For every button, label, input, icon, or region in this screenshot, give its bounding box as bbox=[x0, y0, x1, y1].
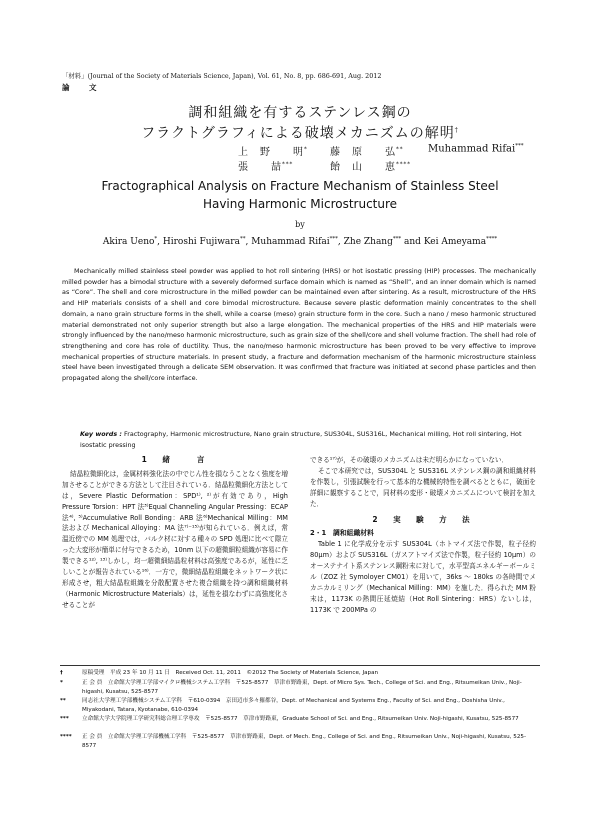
japanese-title-line-2: フラクトグラフィによる破壊メカニズムの解明† bbox=[141, 125, 459, 142]
footnote-author-5: **** 正 会 員 立命館大学理工学部機械工学科 〒525-8577 草津市野路東，Dept. of Mech. Eng., College of Sci. and Eng., Ritsumeikan Univ., Noji-higashi, Kusatsu, 525-8577 bbox=[60, 734, 526, 749]
title-dagger-mark: † bbox=[454, 127, 459, 134]
ja-author-3: Muhammad Rifai*** bbox=[428, 143, 524, 155]
intro-paragraph-2: そこで本研究では，SUS304L と SUS316L ステンレス鋼の調和組織材料を作製し，引張試験を行って基本的な機械的特性を調べるとともに，破面を詳細に観察することで，同材料の変形・破壊メカニズムについて検討を加えた． bbox=[310, 466, 536, 508]
english-title-line-2: Having Harmonic Microstructure bbox=[202, 197, 398, 211]
japanese-title-line-1: 調和組織を有するステンレス鋼の bbox=[188, 105, 412, 121]
ja-author-4: 張 喆*** bbox=[238, 161, 294, 173]
method-paragraph: Table 1 に化学成分を示す SUS304L（ホトマイズ法で作製，粒子径約 80μm）および SUS316L（ガスアトマイズ法で作製，粒子径約 10μm）のオーステナイト系ステンレス鋼粉末に対して，水平型高エネルギーボールミル（ZOZ 社 Symoloyer CM01）を用いて，36ks ～ 180ks の各時間でメカニカルミリング（Mechanical Milling：MM）を施した．得られた MM 粉末は，1173K の熱間圧延焼結（Hot Roll Sintering：HRS）ないしは，1173K で 200MPa の bbox=[310, 540, 536, 614]
ja-author-2: 藤 原 弘** bbox=[330, 146, 404, 158]
keywords bbox=[80, 429, 540, 450]
ja-author-1: 上 野 明* bbox=[238, 146, 308, 158]
keywords-text: Fractography, Harmonic microstructure, Nano grain structure, SUS304L, SUS316L, Mechanical milling, Hot roll sintering, Hot isostatic pressing bbox=[80, 430, 522, 449]
article-type-label: 論 文 bbox=[62, 83, 103, 92]
subsection-2-1-heading: 2・1 調和組織材料 bbox=[310, 529, 374, 538]
keywords-label: Key words : bbox=[80, 430, 122, 438]
english-title-line-1: Fractographical Analysis on Fracture Mechanism of Stainless Steel bbox=[101, 179, 499, 193]
footnote-author-2: ** 同志社大学理工学部機械システム工学科 〒610-0394 京田辺市多々羅都谷，Dept. of Mechanical and Systems Eng., Faculty of Sci. and Eng., Doshisha Univ., Miyakodani, Tatara, Kyotanabe, 610-0394 bbox=[60, 698, 505, 713]
abstract: Mechanically milled stainless steel powder was applied to hot roll sintering (HRS) or hot isostatic pressing (HIP) processes. The mechanically milled powder has a bimodal structure with a severely deformed surface domain which is named as “Shell”, and an inner domain which is named as “Core”. The shell and core microstructure in the milled powder can be maintained even after sintering. As a result, microstructure of the HRS and HIP materials consists of a shell and core bimodal microstructure. Because severe plastic deformation mainly concentrates to the shell domain, a nano grain structure forms in the shell, while a coarse (meso) grain structure form in the core. Such a nano / meso harmonic structured material demonstrated not only superior strength but also a large elongation. The mechanical properties of the HRS and HIP materials were strongly influenced by the nano/meso harmonic microstructure, such as grain size of the shell/core and shell volume fraction. The shell had role of strengthening and core has role of ductility. Thus, the nano/meso harmonic microstructure has been proved to be very effective to improve mechanical properties of structure materials. In present study, a fracture and deformation mechanism of the harmonic microstructure stainless steel have been investigated through a delicate SEM observation. It was confirmed that fracture was initiated at second phase particles and then propagated along the shell/core interface. bbox=[62, 267, 536, 383]
by-label: by bbox=[295, 220, 305, 229]
english-authors: Akira Ueno*, Hiroshi Fujiwara**, Muhammad Rifai***, Zhe Zhang*** and Kei Ameyama**** bbox=[102, 236, 498, 247]
footnote-author-3: *** 立命館大学大学院理工学研究科総合理工学専攻 〒525-8577 草津市野路東，Graduate School of Sci. and Eng., Ritsumeikan Univ. Noji-higashi, Kusatsu, 525-8577 bbox=[60, 716, 519, 722]
footnote-received: † 原稿受理 平成 23 年 10 月 11 日 Received Oct. 11, 2011 ©2012 The Society of Materials Science, Japan bbox=[60, 670, 379, 676]
ja-author-5: 飴 山 恵**** bbox=[330, 161, 411, 173]
footnote-divider bbox=[60, 665, 540, 666]
intro-paragraph-continued: できる¹⁷⁾が，その破壊のメカニズムは未だ明らかになっていない． bbox=[310, 456, 509, 464]
section-1-heading: 1 緒 言 bbox=[141, 455, 209, 464]
footnote-author-1: * 正 会 員 立命館大学理工学部マイクロ機械システム工学科 〒525-8577 草津市野路東，Dept. of Micro Sys. Tech., College of Sci. and Eng., Ritsumeikan Univ., Noji-higashi, Kusatsu, 525-8577 bbox=[60, 680, 522, 695]
intro-paragraph: 結晶粒微細化は，金属材料強化法の中でじん性を損なうことなく強度を増加させることができる方法として注目されている．結晶粒微細化方法としては，Severe Plastic Deformation：SPD¹⁾, ²⁾が有効であり，High Pressure Torsion：HPT 法³⁾Equal Channeling Angular Pressing：ECAP 法⁴⁾, ⁵⁾Accumulative Roll Bonding：ARB 法⁶⁾Mechanical Milling：MM 法および Mechanical Alloying：MA 法⁷⁾⁻¹⁵⁾が知られている．例えば，常温近傍での MM 処理では，バルク材に対する種々の SPD 処理に比べて際立った大変形が簡単に付与できるため，10nm 以下の超微細粒組織が容易に作製できる¹²⁾, ¹³⁾しかし，均一超微細結晶粒材料は高強度であるが，延性に乏しいことが報告されている¹⁶⁾．一方で，微細結晶粒組織をネットワーク状に形成させ，粗大結晶粒組織を分散配置させた複合組織を持つ調和組織材料（Harmonic Microstructure Materials）は，延性を損なわずに高強度化させることが bbox=[62, 469, 288, 609]
body-left-column bbox=[62, 455, 288, 611]
section-2-heading: 2 実 験 方 法 bbox=[372, 514, 474, 524]
body-right-column bbox=[310, 455, 536, 616]
journal-citation: 「材料」(Journal of the Society of Materials Science, Japan), Vol. 61, No. 8, pp. 686-691, Aug. 2012 bbox=[62, 72, 382, 80]
